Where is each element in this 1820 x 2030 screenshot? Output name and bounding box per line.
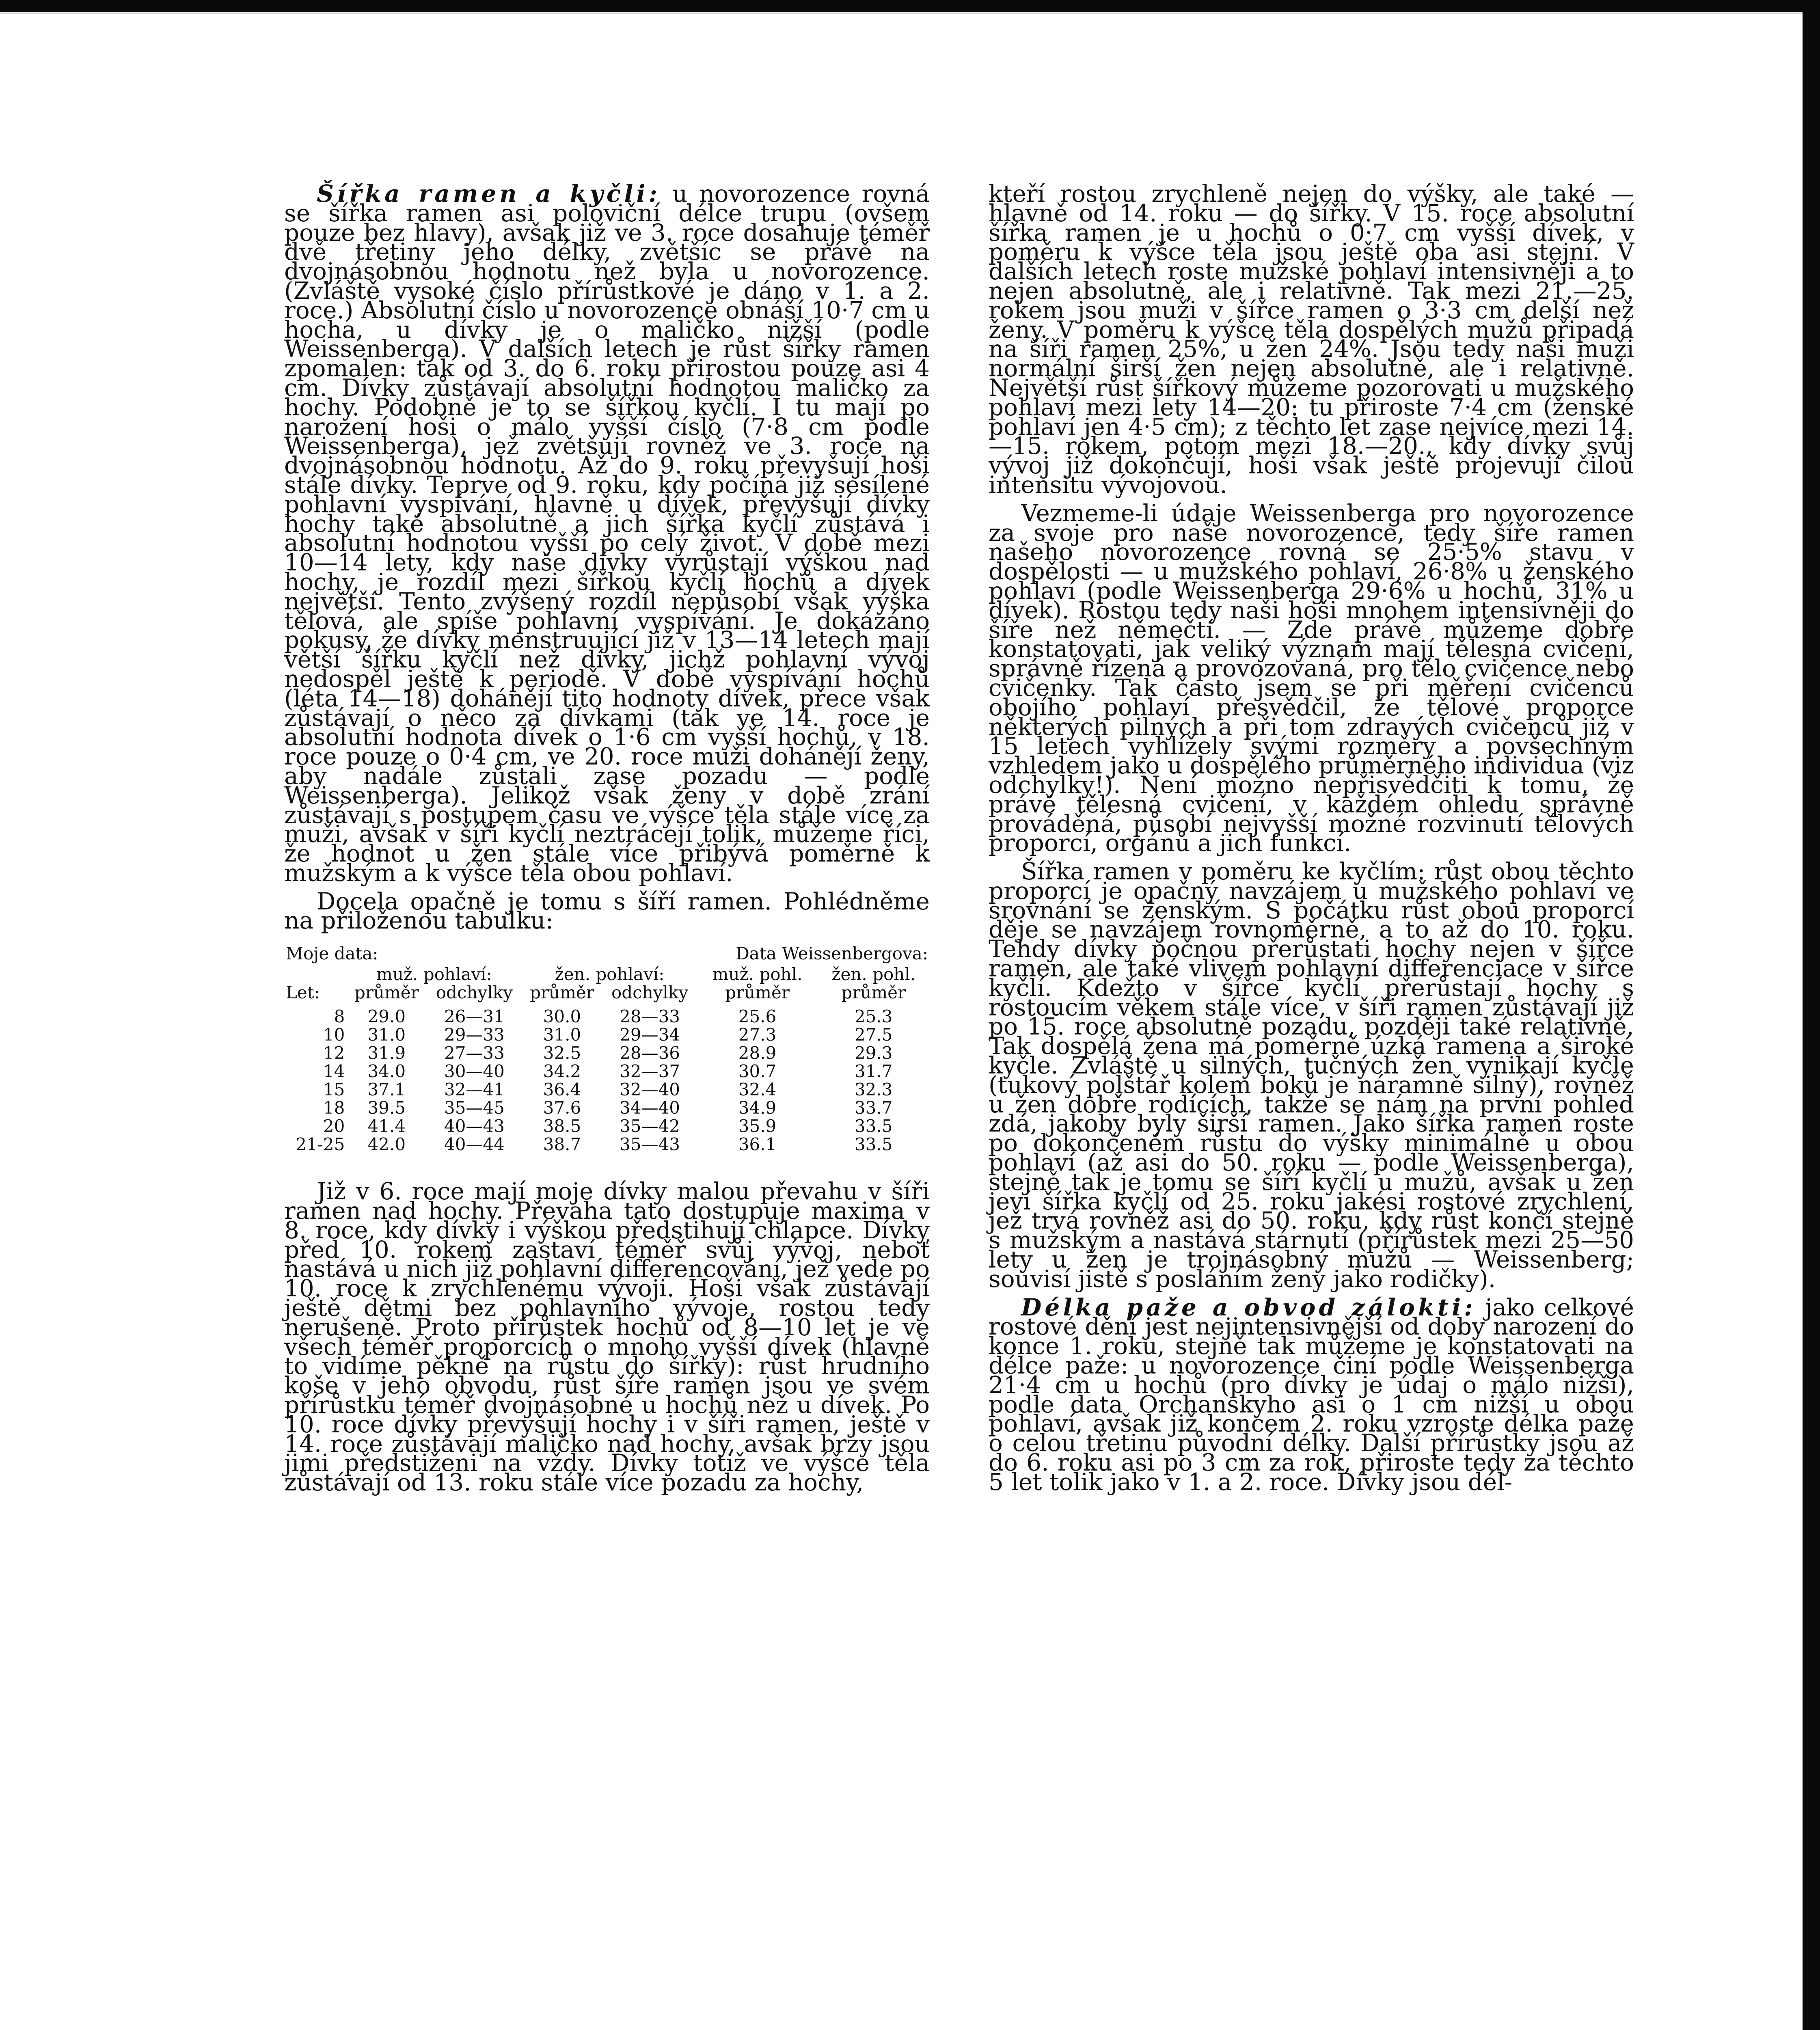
- table-cell-let: 21-25: [296, 1134, 345, 1155]
- paragraph-shoulder-to-hip-ratio: Šířka ramen v poměru ke kyčlím: růst obou těchto proporcí je opačný navzájem u mužského pohlaví ve srovnání se ženským. S počátku růst obou proporcí děje se navzájem rovnoměrně, a to až do 10. roku. Tehdy dívky počnou přerůstati hochy nejen v šířce ramen, ale také vlivem pohlavní differenciace v šířce kyčlí. Kdežto v šířce kyčlí přerůstají hochy s rostoucím věkem stále více, v šíři ramen zůstávají již po 15. roce absolutně pozadu, později také relativně. Tak dospělá žena má poměrně úzká ramena a široké kyčle. Zvláště u silných, tučných žen vynikají kyčle (tukový polštář kolem boků je náramně silný), rovněž u žen dobře rodících, takže se nám na první pohled zdá, jakoby byly širší ramen. Jako šířka ramen roste po dokončeném růstu do výšky minimálně u obou pohlaví (až asi do 50. roku — podle Weissenberga), stejně tak je tomu se šíří kyčlí u mužů, avšak u žen jeví šířka kyčlí od 25. roku jakési rostové zrychlení, jež trvá rovněž asi do 50. roku, kdy růst končí stejně s mužským a nastává stárnutí (přírůstek mezi 25—50 lety u žen je trojnásobný mužů — Weissenberg; souvisí jistě s posláním ženy jako rodičky).: [989, 857, 1634, 1293]
- table-cell-let: 8: [334, 1006, 345, 1027]
- table-cell-mo: 40—44: [444, 1134, 505, 1155]
- table-row: [284, 1117, 930, 1135]
- table-cell-zp: 36.4: [543, 1080, 581, 1100]
- table-cell-mp: 39.5: [367, 1098, 406, 1118]
- table-header-deviations: odchylky: [611, 983, 689, 1003]
- table-cell-mo: 26—31: [444, 1006, 505, 1027]
- left-column: [284, 180, 930, 1497]
- table-cell-let: 10: [323, 1025, 345, 1045]
- table-row: [284, 1135, 930, 1153]
- table-cell-let: 18: [323, 1098, 345, 1118]
- table-header-years: Let:: [286, 983, 320, 1003]
- table-cell-wz: 31.7: [854, 1061, 893, 1082]
- table-row: [284, 1062, 930, 1080]
- table-label-moje-data: Moje data:: [286, 944, 378, 964]
- table-cell-mo: 32—41: [444, 1080, 505, 1100]
- paragraph-girls-advantage: Již v 6. roce mají moje dívky malou převahu v šíři ramen nad hochy. Převaha tato dostupuje maxima v 8. roce, kdy dívky i výškou předstihují chlapce. Dívky před 10. rokem zastaví téměř svůj vývoj, neboť nastává u nich již pohlavní differencování, jež vede po 10. roce k zrychlenému vývoji. Hoši však zůstávají ještě dětmi bez pohlavního vývoje, rostou tedy nerušeně. Proto přírůstek hochů od 8—10 let je ve všech téměř proporcích o mnoho vyšší dívek (hlavně to vidíme pěkně na růstu do šířky): růst hrudního koše v jeho obvodu, růst šíře ramen jsou ve svém přírůstku téměř dvojnásobné u hochů než u dívek. Po 10. roce dívky převyšují hochy i v šíři ramen, ještě v 14. roce zůstávají maličko nad hochy, avšak brzy jsou jimi předstiženi na vždy. Dívky totiž ve výšce těla zůstávají od 13. roku stále více pozadu za hochy,: [284, 1177, 930, 1497]
- table-cell-wz: 27.5: [854, 1025, 893, 1045]
- table-cell-zp: 38.7: [543, 1134, 581, 1155]
- table-cell-zo: 28—33: [620, 1006, 680, 1027]
- table-cell-zo: 32—40: [620, 1080, 680, 1100]
- paragraph-continuation: kteří rostou zrychleně nejen do výšky, ale také — hlavně od 14. roku — do šířky. V 15. roce absolutní šířka ramen je u hochů o 0·7 cm vyšší dívek, v poměru k výšce těla jsou ještě oba asi stejní. V dalších letech roste mužské pohlaví intensivněji a to nejen absolutně, ale i relativně. Tak mezi 21.—25. rokem jsou muži v šířce ramen o 3·3 cm delší než ženy. V poměru k výšce těla dospělých mužů připadá na šíři ramen 25%, u žen 24%. Jsou tedy naši muži normální širší žen nejen absolutně, ale i relativně. Největší růst šířkový můžeme pozorovati u mužského pohlaví mezi lety 14—20: tu přiroste 7·4 cm (ženské pohlaví jen 4·5 cm); z těchto let zase nejvíce mezi 14.—15. rokem, potom mezi 18.—20., kdy dívky svůj vývoj již dokončují, hoši však ještě projevují čilou intensitu vývojovou.: [989, 180, 1634, 499]
- table-cell-zp: 31.0: [543, 1025, 581, 1045]
- table-header-male-sex: muž. pohlaví:: [376, 964, 492, 985]
- table-cell-let: 12: [323, 1043, 345, 1063]
- table-cell-zo: 29—34: [620, 1025, 680, 1045]
- table-cell-zo: 32—37: [620, 1061, 680, 1082]
- table-cell-mo: 35—45: [444, 1098, 505, 1118]
- paragraph-arm-length: [989, 1293, 1634, 1496]
- table-cell-wz: 33.7: [854, 1098, 893, 1118]
- table-cell-zp: 32.5: [543, 1043, 581, 1063]
- table-label-weissenberg: Data Weissenbergova:: [736, 944, 928, 964]
- paragraph-shoulder-hip-width: [284, 180, 930, 887]
- table-cell-mo: 29—33: [444, 1025, 505, 1045]
- scanned-page: [0, 12, 1803, 2030]
- right-column: [989, 180, 1634, 1496]
- table-cell-wm: 32.4: [738, 1080, 777, 1100]
- table-cell-let: 15: [323, 1080, 345, 1100]
- table-row: [284, 1099, 930, 1117]
- section-heading-arm-length: Délka paže a obvod zálokti:: [1021, 1293, 1476, 1321]
- table-row: [284, 1080, 930, 1099]
- table-cell-zp: 30.0: [543, 1006, 581, 1027]
- paragraph-weissenberg-newborn: Vezmeme-li údaje Weissenberga pro novorozence za svoje pro naše novorozence, tedy šíře ramen našeho novorozence rovná se 25·5% stavu v dospělosti — u mužského pohlaví, 26·8% u ženského pohlaví (podle Weissenberga 29·6% u hochů, 31% u dívek). Rostou tedy naši hoši mnohem intensivněji do šíře než němečtí. — Zde právě můžeme dobře konstatovati, jak veliký význam mají tělesná cvičení, správně řízená a provozovaná, pro tělo cvičence nebo cvičenky. Tak často jsem se při měření cvičenců obojího pohlaví přesvědčil, že tělové proporce některých pilných a při tom zdravých cvičenců již v 15 letech vyhlížely svými rozměry a povšechným vzhledem jako u dospělého průměrného individua (viz odchylky!). Není možno nepřisvědčiti k tomu, že právě tělesná cvičení, v každém ohledu správně prováděná, působí nejvyšší možné rozvinutí tělových proporcí, orgánů a jich funkcí.: [989, 499, 1634, 857]
- paragraph-table-intro: Docela opačně je tomu s šíří ramen. Pohlédněme na přiloženou tabulku:: [284, 887, 930, 935]
- table-cell-mo: 27—33: [444, 1043, 505, 1063]
- table-cell-wz: 33.5: [854, 1116, 893, 1136]
- table-cell-mp: 34.0: [367, 1061, 406, 1082]
- table-cell-let: 20: [323, 1116, 345, 1136]
- table-cell-wz: 29.3: [854, 1043, 893, 1063]
- table-cell-mp: 31.9: [367, 1043, 406, 1063]
- measurement-table: [284, 944, 930, 1153]
- table-cell-wz: 25.3: [854, 1006, 893, 1027]
- table-row: [284, 1026, 930, 1044]
- table-cell-mo: 40—43: [444, 1116, 505, 1136]
- table-row: [284, 1002, 930, 1026]
- table-cell-wm: 28.9: [738, 1043, 777, 1063]
- table-cell-wm: 30.7: [738, 1061, 777, 1082]
- table-cell-zo: 35—42: [620, 1116, 680, 1136]
- table-header-mean: průměr: [354, 983, 419, 1003]
- section-heading-shoulder-hip: Šířka ramen a kyčli:: [317, 180, 661, 207]
- table-cell-zp: 37.6: [543, 1098, 581, 1118]
- table-cell-wm: 25.6: [738, 1006, 777, 1027]
- table-cell-zp: 34.2: [543, 1061, 581, 1082]
- table-header-mean: průměr: [725, 983, 790, 1003]
- table-cell-mp: 42.0: [367, 1134, 406, 1155]
- paragraph-text: jako celkové rostové dění jest nejintensivnější od doby narození do konce 1. roku, stejně tak můžeme je konstatovati na délce paže: u novorozence činí podle Weissenberga 21·4 cm u hochů (pro dívky je údaj o málo nižší), podle data Orchanskyho asi o 1 cm nižší u obou pohlaví, avšak již koncem 2. roku vzroste délka paže o celou třetinu původní délky. Další přírůstky jsou až do 6. roku asi po 3 cm za rok, přiroste tedy za těchto 5 let tolik jako v 1. a 2. roce. Dívky jsou dél-: [989, 1293, 1634, 1496]
- table-cell-wm: 36.1: [738, 1134, 777, 1155]
- table-cell-zo: 34—40: [620, 1098, 680, 1118]
- table-cell-mp: 37.1: [367, 1080, 406, 1100]
- table-header-mean: průměr: [530, 983, 594, 1003]
- table-row: [284, 1044, 930, 1062]
- table-cell-wz: 32.3: [854, 1080, 893, 1100]
- table-cell-wm: 35.9: [738, 1116, 777, 1136]
- table-header-female-sex: žen. pohlaví:: [555, 964, 665, 985]
- paragraph-text: u novorozence rovná se šířka ramen asi poloviční délce trupu (ovšem pouze bez hlavy), avšak již ve 3. roce dosahuje téměř dvě třetiny jeho délky, zvětšíc se právě na dvojnásobnou hodnotu než byla u novorozence. (Zvláště vysoké číslo přírůstkové je dáno v 1. a 2. roce.) Absolutní číslo u novorozence obnáší 10·7 cm u hocha, u dívky je o maličko nižší (podle Weissenberga). V dalších letech je růst šířky ramen zpomalen: tak od 3. do 6. roku přirostou pouze asi 4 cm. Dívky zůstávají absolutní hodnotou maličko za hochy. Podobně je to se šířkou kyčlí. I tu mají po narození hoši o málo vyšší číslo (7·8 cm podle Weissenberga), jež zvětšují rovněž ve 3. roce na dvojnásobnou hodnotu. Až do 9. roku převyšují hoši stále dívky. Teprve od 9. roku, kdy počíná již sesílené pohlavní vyspívání, hlavně u dívek, převyšují dívky hochy také absolutně a jich šířka kyčlí zůstává i absolutní hodnotou vyšší po celý život. V době mezi 10—14 lety, kdy naše dívky vyrůstají výškou nad hochy, je rozdíl mezi šířkou kyčlí hochů a dívek největší. Tento zvýšený rozdíl nepůsobí však výška tělová, ale spíše pohlavní vyspívání. Je dokázáno pokusy, že dívky menstruující již v 13—14 letech mají větší šířku kyčlí než dívky, jichž pohlavní vývoj nedospěl ještě k periodě. V době vyspívání hochů (léta 14—18) dohánějí tito hodnoty dívek, přece však zůstávají o něco za dívkami (tak ve 14. roce je absolutní hodnota dívek o 1·6 cm vyšší hochů, v 18. roce pouze o 0·4 cm, ve 20. roce muži dohánějí ženy, aby nadále zůstali zase pozadu — podle Weissenberga). Jelikož však ženy v době zrání zůstávají s postupem času ve výšce těla stále více za muži, avšak v šíři kyčlí neztrácejí tolik, můžeme říci, že hodnot u žen stále více přibývá poměrně k mužským a k výšce těla obou pohlaví.: [284, 180, 930, 887]
- table-header-deviations: odchylky: [436, 983, 513, 1003]
- table-cell-wm: 34.9: [738, 1098, 777, 1118]
- table-cell-wm: 27.3: [738, 1025, 777, 1045]
- table-body: [284, 1002, 930, 1153]
- table-cell-let: 14: [323, 1061, 345, 1082]
- table-cell-mp: 41.4: [367, 1116, 406, 1136]
- table-cell-mo: 30—40: [444, 1061, 505, 1082]
- table-header-weiss-male: muž. pohl.: [712, 964, 803, 985]
- table-cell-zo: 35—43: [620, 1134, 680, 1155]
- table-cell-zo: 28—36: [620, 1043, 680, 1063]
- table-cell-zp: 38.5: [543, 1116, 581, 1136]
- table-cell-mp: 29.0: [367, 1006, 406, 1027]
- table-cell-wz: 33.5: [854, 1134, 893, 1155]
- table-cell-mp: 31.0: [367, 1025, 406, 1045]
- table-header-weiss-female: žen. pohl.: [831, 964, 916, 985]
- table-header-mean: průměr: [841, 983, 906, 1003]
